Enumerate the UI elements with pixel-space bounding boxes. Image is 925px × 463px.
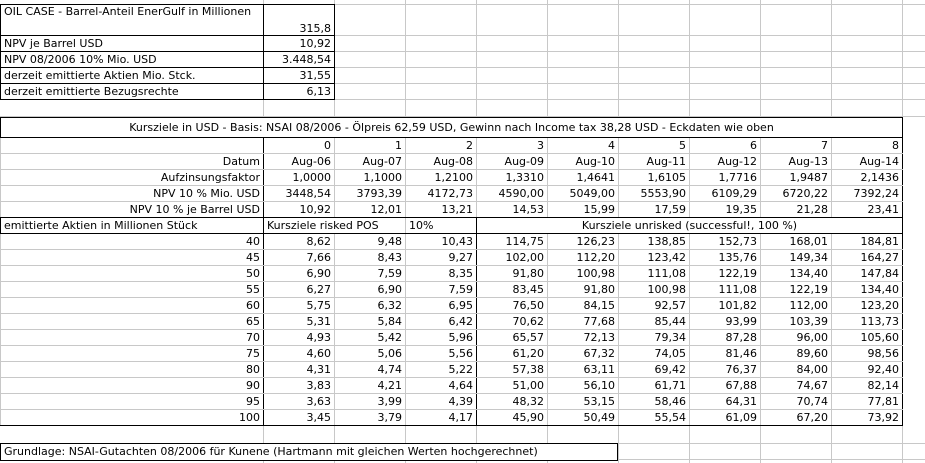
unrisked-header: Kursziele unrisked (successful!, 100 %) <box>477 218 903 234</box>
summary-label: derzeit emittierte Aktien Mio. Stck. <box>1 68 264 84</box>
shares-count: 70 <box>1 330 264 346</box>
price-cell: 134,40 <box>761 266 832 282</box>
summary-value: 31,55 <box>264 68 335 84</box>
summary-row <box>1 68 335 84</box>
price-cell: 67,20 <box>761 410 832 426</box>
price-cell: 85,44 <box>619 314 690 330</box>
summary-label: OIL CASE - Barrel-Anteil EnerGulf in Millionen <box>1 5 264 36</box>
price-cell: 5,22 <box>406 362 477 378</box>
price-cell: 7,66 <box>264 250 335 266</box>
price-cell: 5,31 <box>264 314 335 330</box>
shares-count: 80 <box>1 362 264 378</box>
shares-count: 50 <box>1 266 264 282</box>
shares-row <box>1 378 903 394</box>
shares-row <box>1 266 903 282</box>
price-cell: 8,35 <box>406 266 477 282</box>
price-cell: 123,20 <box>832 298 903 314</box>
period-index: 5 <box>619 138 690 154</box>
price-cell: 6,32 <box>335 298 406 314</box>
shares-count: 55 <box>1 282 264 298</box>
price-cell: 7,59 <box>335 266 406 282</box>
table-title-row <box>1 118 903 138</box>
price-cell: 55,54 <box>619 410 690 426</box>
value-cell: 23,41 <box>832 202 903 218</box>
shares-row <box>1 362 903 378</box>
price-cell: 76,37 <box>690 362 761 378</box>
row-label: Aufzinsungsfaktor <box>1 170 264 186</box>
price-cell: 91,80 <box>477 266 548 282</box>
price-cell: 102,00 <box>477 250 548 266</box>
price-cell: 83,45 <box>477 282 548 298</box>
price-cell: 3,99 <box>335 394 406 410</box>
shares-row <box>1 410 903 426</box>
price-cell: 184,81 <box>832 234 903 250</box>
price-cell: 10,43 <box>406 234 477 250</box>
price-cell: 138,85 <box>619 234 690 250</box>
summary-row <box>1 36 335 52</box>
price-cell: 69,42 <box>619 362 690 378</box>
price-cell: 74,67 <box>761 378 832 394</box>
price-cell: 96,00 <box>761 330 832 346</box>
price-cell: 111,08 <box>690 282 761 298</box>
info-row <box>1 154 903 170</box>
period-index: 0 <box>264 138 335 154</box>
price-cell: 8,62 <box>264 234 335 250</box>
price-cell: 48,32 <box>477 394 548 410</box>
shares-row <box>1 330 903 346</box>
price-cell: 4,31 <box>264 362 335 378</box>
shares-count: 90 <box>1 378 264 394</box>
shares-row <box>1 298 903 314</box>
price-cell: 4,64 <box>406 378 477 394</box>
price-cell: 103,39 <box>761 314 832 330</box>
price-cell: 92,40 <box>832 362 903 378</box>
summary-row <box>1 52 335 68</box>
price-cell: 8,43 <box>335 250 406 266</box>
period-index: 1 <box>335 138 406 154</box>
price-cell: 51,00 <box>477 378 548 394</box>
period-index: 7 <box>761 138 832 154</box>
price-cell: 6,42 <box>406 314 477 330</box>
price-cell: 9,27 <box>406 250 477 266</box>
price-cell: 67,32 <box>548 346 619 362</box>
price-cell: 79,34 <box>619 330 690 346</box>
price-cell: 72,13 <box>548 330 619 346</box>
price-cell: 91,80 <box>548 282 619 298</box>
price-cell: 114,75 <box>477 234 548 250</box>
price-cell: 98,56 <box>832 346 903 362</box>
period-index: 3 <box>477 138 548 154</box>
price-cell: 105,60 <box>832 330 903 346</box>
value-cell: 4172,73 <box>406 186 477 202</box>
price-cell: 122,19 <box>690 266 761 282</box>
price-cell: 123,42 <box>619 250 690 266</box>
price-cell: 81,46 <box>690 346 761 362</box>
info-row <box>1 170 903 186</box>
price-cell: 111,08 <box>619 266 690 282</box>
price-cell: 84,00 <box>761 362 832 378</box>
price-cell: 6,95 <box>406 298 477 314</box>
value-cell: 1,4641 <box>548 170 619 186</box>
row-label <box>1 138 264 154</box>
summary-value: 10,92 <box>264 36 335 52</box>
value-cell: 7392,24 <box>832 186 903 202</box>
value-cell: Aug-12 <box>690 154 761 170</box>
price-cell: 70,62 <box>477 314 548 330</box>
price-cell: 63,11 <box>548 362 619 378</box>
value-cell: 12,01 <box>335 202 406 218</box>
value-cell: 1,1000 <box>335 170 406 186</box>
row-label: NPV 10 % Mio. USD <box>1 186 264 202</box>
price-cell: 6,27 <box>264 282 335 298</box>
targets-table <box>0 117 903 426</box>
table-title: Kursziele in USD - Basis: NSAI 08/2006 - Ölpreis 62,59 USD, Gewinn nach Income tax 38,28 USD - Eckdaten wie oben <box>1 118 903 138</box>
price-cell: 93,99 <box>690 314 761 330</box>
shares-count: 65 <box>1 314 264 330</box>
summary-row <box>1 84 335 100</box>
price-cell: 168,01 <box>761 234 832 250</box>
price-cell: 5,84 <box>335 314 406 330</box>
summary-value: 3.448,54 <box>264 52 335 68</box>
price-cell: 4,17 <box>406 410 477 426</box>
price-cell: 5,06 <box>335 346 406 362</box>
period-index: 4 <box>548 138 619 154</box>
info-row <box>1 202 903 218</box>
value-cell: 2,1436 <box>832 170 903 186</box>
price-cell: 4,21 <box>335 378 406 394</box>
price-cell: 76,50 <box>477 298 548 314</box>
price-cell: 84,15 <box>548 298 619 314</box>
price-cell: 56,10 <box>548 378 619 394</box>
period-index-row <box>1 138 903 154</box>
price-cell: 5,96 <box>406 330 477 346</box>
price-cell: 101,82 <box>690 298 761 314</box>
value-cell: 10,92 <box>264 202 335 218</box>
summary-label: derzeit emittierte Bezugsrechte <box>1 84 264 100</box>
price-cell: 92,57 <box>619 298 690 314</box>
value-cell: 4590,00 <box>477 186 548 202</box>
value-cell: 1,3310 <box>477 170 548 186</box>
price-cell: 126,23 <box>548 234 619 250</box>
price-cell: 61,20 <box>477 346 548 362</box>
price-cell: 135,76 <box>690 250 761 266</box>
value-cell: 1,0000 <box>264 170 335 186</box>
price-cell: 149,34 <box>761 250 832 266</box>
section-label: emittierte Aktien in Millionen Stück <box>1 218 264 234</box>
price-cell: 89,60 <box>761 346 832 362</box>
price-cell: 3,83 <box>264 378 335 394</box>
row-label: Datum <box>1 154 264 170</box>
price-cell: 164,27 <box>832 250 903 266</box>
price-cell: 3,79 <box>335 410 406 426</box>
value-cell: 13,21 <box>406 202 477 218</box>
shares-row <box>1 346 903 362</box>
summary-value: 315,8 <box>264 5 335 36</box>
price-cell: 122,19 <box>761 282 832 298</box>
value-cell: 6720,22 <box>761 186 832 202</box>
shares-row <box>1 234 903 250</box>
value-cell: 1,9487 <box>761 170 832 186</box>
shares-row <box>1 314 903 330</box>
value-cell: 15,99 <box>548 202 619 218</box>
summary-label: NPV je Barrel USD <box>1 36 264 52</box>
price-cell: 6,90 <box>264 266 335 282</box>
price-cell: 5,75 <box>264 298 335 314</box>
value-cell: 3793,39 <box>335 186 406 202</box>
section-row <box>1 218 903 234</box>
value-cell: Aug-06 <box>264 154 335 170</box>
price-cell: 61,09 <box>690 410 761 426</box>
price-cell: 112,00 <box>761 298 832 314</box>
price-cell: 9,48 <box>335 234 406 250</box>
value-cell: Aug-08 <box>406 154 477 170</box>
price-cell: 64,31 <box>690 394 761 410</box>
price-cell: 74,05 <box>619 346 690 362</box>
value-cell: 19,35 <box>690 202 761 218</box>
period-index: 6 <box>690 138 761 154</box>
price-cell: 53,15 <box>548 394 619 410</box>
value-cell: 1,7716 <box>690 170 761 186</box>
shares-row <box>1 250 903 266</box>
price-cell: 3,63 <box>264 394 335 410</box>
value-cell: 14,53 <box>477 202 548 218</box>
value-cell: Aug-09 <box>477 154 548 170</box>
source-note: Grundlage: NSAI-Gutachten 08/2006 für Kunene (Hartmann mit gleichen Werten hochgerechnet) <box>0 443 618 461</box>
price-cell: 58,46 <box>619 394 690 410</box>
price-cell: 82,14 <box>832 378 903 394</box>
summary-label: NPV 08/2006 10% Mio. USD <box>1 52 264 68</box>
value-cell: 17,59 <box>619 202 690 218</box>
shares-count: 40 <box>1 234 264 250</box>
value-cell: 5049,00 <box>548 186 619 202</box>
summary-value: 6,13 <box>264 84 335 100</box>
price-cell: 50,49 <box>548 410 619 426</box>
row-label: NPV 10 % je Barrel USD <box>1 202 264 218</box>
shares-row <box>1 394 903 410</box>
value-cell: Aug-13 <box>761 154 832 170</box>
price-cell: 70,74 <box>761 394 832 410</box>
price-cell: 4,39 <box>406 394 477 410</box>
price-cell: 100,98 <box>548 266 619 282</box>
value-cell: 3448,54 <box>264 186 335 202</box>
price-cell: 113,73 <box>832 314 903 330</box>
value-cell: 1,6105 <box>619 170 690 186</box>
price-cell: 152,73 <box>690 234 761 250</box>
shares-count: 75 <box>1 346 264 362</box>
price-cell: 112,20 <box>548 250 619 266</box>
price-cell: 77,81 <box>832 394 903 410</box>
value-cell: 5553,90 <box>619 186 690 202</box>
shares-count: 100 <box>1 410 264 426</box>
price-cell: 61,71 <box>619 378 690 394</box>
value-cell: 6109,29 <box>690 186 761 202</box>
period-index: 8 <box>832 138 903 154</box>
value-cell: Aug-10 <box>548 154 619 170</box>
shares-count: 95 <box>1 394 264 410</box>
price-cell: 100,98 <box>619 282 690 298</box>
price-cell: 45,90 <box>477 410 548 426</box>
price-cell: 65,57 <box>477 330 548 346</box>
value-cell: 21,28 <box>761 202 832 218</box>
price-cell: 134,40 <box>832 282 903 298</box>
price-cell: 87,28 <box>690 330 761 346</box>
price-cell: 147,84 <box>832 266 903 282</box>
price-cell: 67,88 <box>690 378 761 394</box>
price-cell: 5,42 <box>335 330 406 346</box>
value-cell: Aug-07 <box>335 154 406 170</box>
price-cell: 4,93 <box>264 330 335 346</box>
shares-row <box>1 282 903 298</box>
value-cell: 1,2100 <box>406 170 477 186</box>
value-cell: Aug-14 <box>832 154 903 170</box>
price-cell: 73,92 <box>832 410 903 426</box>
price-cell: 4,74 <box>335 362 406 378</box>
shares-count: 45 <box>1 250 264 266</box>
risked-pct-header: 10% <box>406 218 477 234</box>
risked-header: Kursziele risked POS <box>264 218 406 234</box>
price-cell: 4,60 <box>264 346 335 362</box>
price-cell: 7,59 <box>406 282 477 298</box>
info-row <box>1 186 903 202</box>
period-index: 2 <box>406 138 477 154</box>
price-cell: 3,45 <box>264 410 335 426</box>
price-cell: 57,38 <box>477 362 548 378</box>
shares-count: 60 <box>1 298 264 314</box>
price-cell: 5,56 <box>406 346 477 362</box>
summary-table <box>0 4 335 100</box>
value-cell: Aug-11 <box>619 154 690 170</box>
price-cell: 77,68 <box>548 314 619 330</box>
price-cell: 6,90 <box>335 282 406 298</box>
summary-row <box>1 5 335 36</box>
